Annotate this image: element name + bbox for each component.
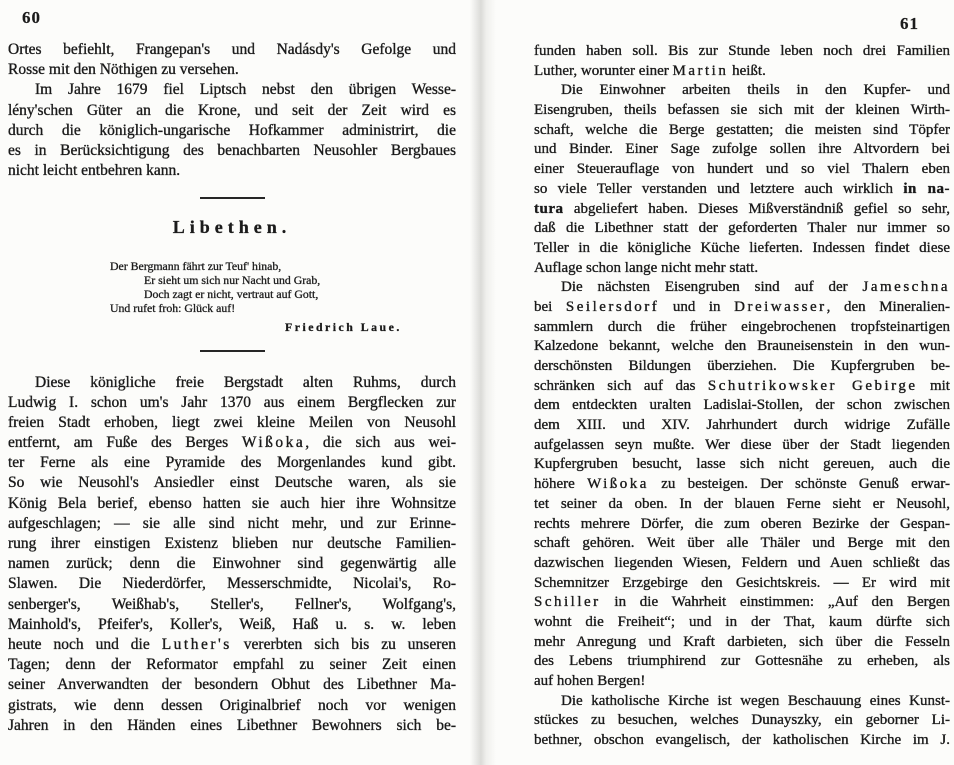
paragraph — [8, 80, 456, 181]
text-line: Tagen; denn der Reformator empfahl zu seiner Zeit einen — [8, 656, 456, 674]
text-line: auf hohen Bergen! — [534, 673, 646, 689]
text-line: Slawen. Die Niederdörfer, Messerschmidte, Nicolai's, Ro- — [8, 575, 456, 593]
emphasized-name: Martin — [672, 62, 729, 79]
text-line: des Lebens triumphirend zur Gottesnähe zu erheben, als — [534, 653, 950, 670]
text-line: Die nächsten Eisengruben sind auf der Jameschna — [561, 279, 950, 296]
text-line: dem entdeckten uralten Ladislai-Stollen, der schon zwischen — [534, 397, 950, 414]
text-line: und Binder. Einer Sage zufolge sollen ihre Altvordern bei — [534, 141, 950, 158]
emphasized-name: Dreiwasser — [734, 298, 827, 315]
emphasized-name: Schutrikowsker Gebirge — [707, 377, 918, 394]
text-line: König Bela berief, ebenso hatten sie auch hier ihre Wohnsitze — [8, 494, 456, 512]
text-line: Kupfergruben besucht, lasse sich nicht gereuen, auch die — [534, 456, 950, 473]
paragraph — [534, 278, 950, 691]
poem-line: Er sieht um sich nur Nacht und Grab, — [144, 273, 321, 288]
text-line: einer Steuerauflage von hundert und so viel Thalern eben — [534, 161, 950, 178]
paragraph — [534, 42, 950, 81]
text-line: dem XIII. und XIV. Jahrhundert durch widrige Zufälle — [534, 417, 950, 434]
section-divider — [200, 197, 265, 199]
section-divider — [200, 350, 265, 352]
text-line: aufgelassen seyn mußte. Wer diese über der Stadt liegenden — [534, 436, 950, 453]
text-line: höhere Wißoka zu besteigen. Der schönste Genuß erwar- — [534, 476, 950, 493]
poem-author: Friedrich Laue. — [285, 319, 402, 334]
text-line: aufgeschlagen; — sie alle sind nicht mehr, und zur Erinne- — [8, 514, 456, 532]
text-line: Ludwig I. schon um's Jahr 1370 aus einem Bergflecken zur — [8, 393, 456, 411]
text-line: schaft, welche die Berge gestatten; die meisten sind Töpfer — [534, 121, 950, 138]
text-line: ter Ferne als eine Pyramide des Morgenlandes kund gibt. — [8, 454, 456, 472]
page-60 — [8, 6, 456, 736]
text-line: es in Berücksichtigung des benachbarten Neusohler Bergbaues — [8, 141, 456, 159]
emphasized-name: Jameschna — [862, 279, 950, 296]
text-line: namen zurück; denn die Einwohner sind gegenwärtig alle — [8, 555, 456, 573]
text-line: Mainhold's, Pfeifer's, Koller's, Weiß, Haß u. s. w. leben — [8, 615, 456, 633]
text-line: Ortes befiehlt, Frangepan's und Nadásdy's Gefolge und — [8, 41, 456, 58]
text-line: Diese königliche freie Bergstadt alten Ruhms, durch — [35, 373, 456, 391]
paragraph — [8, 373, 456, 736]
paragraph — [8, 40, 456, 80]
text-line: Rosse mit den Nöthigen zu versehen. — [8, 61, 239, 79]
text-line: heute noch und die Luther's vererbten sich bis zu unseren — [8, 635, 456, 653]
text-line: lény'schen Güter an die Krone, und seit der Zeit wird es — [8, 101, 456, 119]
text-line: mehr Anregung und Kraft darbieten, sich über die Fesseln — [534, 633, 950, 650]
page-number-left: 60 — [22, 8, 41, 27]
text-line: Luther, worunter einer Martin heißt. — [534, 62, 766, 79]
poem-line: Und rufet froh: Glück auf! — [110, 300, 236, 315]
text-line: derschönsten Bildungen überziehen. Die Kupfergruben be- — [534, 358, 950, 374]
text-line: Eisengruben, theils befassen sie sich mit der kleinen Wirth- — [534, 102, 950, 119]
latin-phrase: tura — [534, 200, 564, 217]
page-gutter-shadow — [470, 0, 496, 765]
latin-phrase: in na- — [903, 180, 950, 197]
text-line: nicht leicht entbehren kann. — [8, 162, 181, 180]
text-line: dazwischen liegenden Wiesen, Feldern und Auen schließt das — [534, 554, 950, 571]
emphasized-name: Seilersdorf — [565, 298, 660, 315]
text-line: wohnt die Freiheit“; und in der That, kaum dürfte sich — [534, 613, 950, 630]
text-line: tura abgeliefert haben. Dieses Mißverständniß gefiel so sehr, — [534, 200, 950, 217]
poem-epigraph — [110, 260, 456, 333]
text-line: Schiller in die Wahrheit einstimmen: „Auf den Bergen — [534, 594, 950, 611]
page-60-text — [8, 40, 456, 736]
emphasized-name: Wißoka — [241, 434, 306, 452]
text-line: gistrats, wie denn dessen Originalbrief noch vor wenigen — [8, 696, 456, 714]
text-line: bei Seilersdorf und in Dreiwasser, den Mineralien- — [534, 298, 950, 315]
text-line: durch die königlich-ungarische Hofkammer administrirt, die — [8, 121, 456, 139]
text-line: stückes zu besuchen, welches Dunayszky, ein geborner Li- — [534, 712, 950, 729]
text-line: funden haben soll. Bis zur Stunde leben noch drei Familien — [534, 43, 950, 59]
text-line: freien Stadt erhoben, liegt zwei kleine Meilen von Neusohl — [8, 413, 456, 431]
page-61-text — [534, 42, 950, 751]
emphasized-name: Schiller — [534, 594, 601, 611]
text-line: tet seiner da oben. In der blauen Ferne sieht er Neusohl, — [534, 495, 950, 512]
page-number-right: 61 — [900, 14, 919, 33]
text-line: bethner, obschon evangelisch, der katholischen Kirche im J. — [534, 732, 950, 749]
text-line: Auflage schon lange nicht mehr statt. — [534, 259, 759, 276]
text-line: Die katholische Kirche ist wegen Beschauung eines Kunst- — [561, 692, 950, 709]
text-line: rung ihrer einstigen Existenz blieben nur deutsche Familien- — [8, 535, 456, 552]
text-line: seiner Anverwandten der besondern Obhut des Libethner Ma- — [8, 676, 456, 694]
text-line: sammlern durch die früher eingebrochenen tropfsteinartigen — [534, 318, 950, 335]
text-line: rechts mehrere Dörfer, die zum oberen Bezirke der Gespan- — [534, 515, 950, 532]
section-heading: Libethen. — [172, 217, 292, 238]
text-line: entfernt, am Fuße des Berges Wißoka, die sich aus wei- — [8, 434, 456, 452]
text-line: Teller in die königliche Küche lieferten. Indessen findet diese — [534, 239, 950, 256]
paragraph — [534, 81, 950, 278]
paragraph — [534, 692, 950, 751]
text-line: schränken sich auf das Schutrikowsker Gebirge mit — [534, 377, 950, 394]
emphasized-name: Wißoka — [587, 476, 649, 493]
text-line: So wie Neusohl's Ansiedler einst Deutsche waren, als sie — [8, 474, 456, 492]
text-line: Jahren in den Händen eines Libethner Bewohners sich be- — [8, 716, 456, 734]
text-line: Kalzedone bekannt, welche den Brauneisenstein in den wun- — [534, 338, 950, 355]
text-line: senberger's, Weißhab's, Steller's, Fellner's, Wolfgang's, — [8, 595, 456, 613]
page-61 — [534, 8, 950, 751]
poem-line: Der Bergmann fährt zur Teuf' hinab, — [110, 259, 282, 274]
text-line: Schemnitzer Erzgebirge den Gesichtskreis. — Er wird mit — [534, 574, 950, 591]
poem-line: Doch zagt er nicht, vertraut auf Gott, — [144, 286, 319, 301]
text-line: daß die Libethner statt der geforderten Thaler nur immer so — [534, 220, 950, 237]
text-line: schaft gehören. Weit über alle Thäler und Berge mit den — [534, 535, 950, 552]
emphasized-name: Luther's — [161, 635, 232, 653]
text-line: Im Jahre 1679 fiel Liptsch nebst den übrigen Wesse- — [35, 81, 456, 99]
text-line: Die Einwohner arbeiten theils in den Kupfer- und — [561, 82, 950, 99]
text-line: so viele Teller verstanden und letztere auch wirklich in na- — [534, 180, 950, 197]
